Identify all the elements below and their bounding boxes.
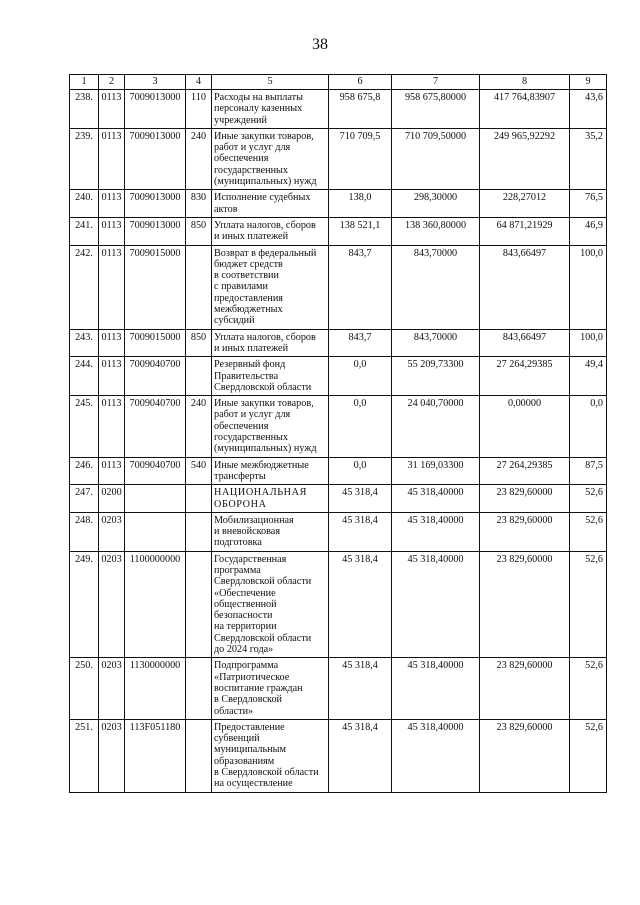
executed-amount: 843,66497: [480, 245, 570, 329]
approved-amount: 45 318,4: [329, 512, 392, 551]
item-name: [212, 457, 329, 485]
section-code: 0113: [99, 190, 125, 218]
target-code: 7009015000: [125, 245, 186, 329]
execution-percent: 52,6: [570, 512, 607, 551]
executed-amount: 417 764,83907: [480, 90, 570, 129]
target-code: 7009013000: [125, 128, 186, 189]
item-name-line: персоналу казенных: [214, 103, 303, 115]
executed-amount: 23 829,60000: [480, 551, 570, 658]
col-header: 4: [186, 75, 212, 90]
execution-percent: 52,6: [570, 485, 607, 513]
section-code: 0203: [99, 719, 125, 792]
item-name-line: Иные закупки товаров,: [214, 398, 314, 410]
table-row: [70, 217, 607, 245]
expense-kind-code: [186, 512, 212, 551]
item-name-line: государственных: [214, 164, 288, 176]
item-name-line: Иные межбюджетные: [214, 459, 309, 471]
item-name-line: межбюджетных: [214, 304, 283, 316]
item-name-line: «Патриотическое: [214, 671, 290, 683]
table-row: [70, 190, 607, 218]
item-name-line: Мобилизационная: [214, 514, 294, 526]
item-name-line: подготовка: [214, 537, 262, 549]
refined-amount: 710 709,50000: [392, 128, 480, 189]
executed-amount: 23 829,60000: [480, 512, 570, 551]
item-name: [212, 512, 329, 551]
approved-amount: 45 318,4: [329, 658, 392, 719]
executed-amount: 64 871,21929: [480, 217, 570, 245]
approved-amount: 958 675,8: [329, 90, 392, 129]
col-header: 3: [125, 75, 186, 90]
executed-amount: 27 264,29385: [480, 357, 570, 396]
row-number: 244.: [70, 357, 99, 396]
item-name-line: Предоставление: [214, 721, 285, 733]
expense-kind-code: [186, 485, 212, 513]
item-name-line: актов: [214, 203, 238, 215]
refined-amount: 55 209,73300: [392, 357, 480, 396]
item-name-line: Иные закупки товаров,: [214, 130, 314, 142]
execution-percent: 52,6: [570, 551, 607, 658]
item-name-line: трансферты: [214, 470, 266, 482]
expense-kind-code: 240: [186, 396, 212, 457]
item-name-line: Свердловской области: [214, 381, 312, 393]
item-name-line: Государственная: [214, 553, 287, 565]
item-name-line: и вневойсковая: [214, 526, 280, 538]
item-name-line: Подпрограмма: [214, 660, 279, 672]
item-name-line: Уплата налогов, сборов: [214, 331, 316, 343]
row-number: 251.: [70, 719, 99, 792]
item-name-line: Резервный фонд: [214, 359, 286, 371]
row-number: 242.: [70, 245, 99, 329]
execution-percent: 35,2: [570, 128, 607, 189]
execution-percent: 52,6: [570, 658, 607, 719]
section-code: 0113: [99, 217, 125, 245]
item-name-line: Исполнение судебных: [214, 192, 311, 204]
item-name-line: ОБОРОНА: [214, 498, 267, 510]
item-name: [212, 658, 329, 719]
execution-percent: 87,5: [570, 457, 607, 485]
approved-amount: 138,0: [329, 190, 392, 218]
refined-amount: 45 318,40000: [392, 485, 480, 513]
approved-amount: 45 318,4: [329, 551, 392, 658]
table-row: [70, 329, 607, 357]
execution-percent: 43,6: [570, 90, 607, 129]
row-number: 239.: [70, 128, 99, 189]
item-name-line: предоставления: [214, 292, 283, 304]
item-name-line: Правительства: [214, 370, 279, 382]
executed-amount: 23 829,60000: [480, 719, 570, 792]
target-code: 7009040700: [125, 457, 186, 485]
item-name-line: программа: [214, 564, 261, 576]
row-number: 250.: [70, 658, 99, 719]
approved-amount: 843,7: [329, 245, 392, 329]
table-row: [70, 128, 607, 189]
expense-kind-code: 830: [186, 190, 212, 218]
page-number: 38: [312, 36, 328, 53]
col-header: 8: [480, 75, 570, 90]
item-name-line: безопасности: [214, 610, 273, 622]
approved-amount: 45 318,4: [329, 719, 392, 792]
col-header: 5: [212, 75, 329, 90]
col-header: 9: [570, 75, 607, 90]
section-code: 0113: [99, 329, 125, 357]
item-name: [212, 551, 329, 658]
executed-amount: 23 829,60000: [480, 485, 570, 513]
item-name: [212, 329, 329, 357]
col-header: 1: [70, 75, 99, 90]
approved-amount: 0,0: [329, 396, 392, 457]
expense-kind-code: [186, 551, 212, 658]
item-name-line: «Обеспечение: [214, 587, 276, 599]
execution-percent: 76,5: [570, 190, 607, 218]
section-code: 0203: [99, 512, 125, 551]
refined-amount: 958 675,80000: [392, 90, 480, 129]
expense-kind-code: 110: [186, 90, 212, 129]
execution-percent: 49,4: [570, 357, 607, 396]
item-name-line: НАЦИОНАЛЬНАЯ: [214, 487, 307, 499]
table-row: [70, 457, 607, 485]
executed-amount: 27 264,29385: [480, 457, 570, 485]
approved-amount: 0,0: [329, 457, 392, 485]
item-name: [212, 128, 329, 189]
item-name-line: и иных платежей: [214, 231, 289, 243]
item-name: [212, 245, 329, 329]
budget-table: [69, 74, 607, 793]
expense-kind-code: [186, 658, 212, 719]
execution-percent: 46,9: [570, 217, 607, 245]
item-name-line: и иных платежей: [214, 342, 289, 354]
item-name: [212, 485, 329, 513]
target-code: 7009013000: [125, 190, 186, 218]
execution-percent: 0,0: [570, 396, 607, 457]
executed-amount: 249 965,92292: [480, 128, 570, 189]
item-name-line: Уплата налогов, сборов: [214, 219, 316, 231]
refined-amount: 45 318,40000: [392, 551, 480, 658]
executed-amount: 843,66497: [480, 329, 570, 357]
item-name-line: бюджет средств: [214, 258, 283, 270]
refined-amount: 45 318,40000: [392, 658, 480, 719]
item-name-line: работ и услуг для: [214, 409, 291, 421]
section-code: 0203: [99, 658, 125, 719]
execution-percent: 100,0: [570, 329, 607, 357]
expense-kind-code: [186, 245, 212, 329]
item-name-line: Свердловской области: [214, 632, 312, 644]
table-row: [70, 719, 607, 792]
target-code: 7009040700: [125, 396, 186, 457]
item-name-line: общественной: [214, 598, 277, 610]
executed-amount: 23 829,60000: [480, 658, 570, 719]
refined-amount: 843,70000: [392, 329, 480, 357]
col-header: 7: [392, 75, 480, 90]
table-row: [70, 485, 607, 513]
item-name-line: Расходы на выплаты: [214, 92, 303, 103]
execution-percent: 52,6: [570, 719, 607, 792]
expense-kind-code: 850: [186, 217, 212, 245]
refined-amount: 45 318,40000: [392, 719, 480, 792]
table-row: [70, 658, 607, 719]
refined-amount: 298,30000: [392, 190, 480, 218]
item-name-line: муниципальным: [214, 744, 286, 756]
table-body: [70, 90, 607, 793]
expense-kind-code: 540: [186, 457, 212, 485]
row-number: 245.: [70, 396, 99, 457]
header-row: [70, 75, 607, 90]
item-name: [212, 90, 329, 129]
expense-kind-code: 240: [186, 128, 212, 189]
refined-amount: 843,70000: [392, 245, 480, 329]
col-header: 6: [329, 75, 392, 90]
refined-amount: 31 169,03300: [392, 457, 480, 485]
target-code: 1100000000: [125, 551, 186, 658]
target-code: 1130000000: [125, 658, 186, 719]
item-name-line: области»: [214, 705, 254, 717]
item-name-line: с правилами: [214, 281, 268, 293]
item-name-line: работ и услуг для: [214, 142, 291, 154]
approved-amount: 45 318,4: [329, 485, 392, 513]
target-code: 7009040700: [125, 357, 186, 396]
item-name-line: (муниципальных) нужд: [214, 176, 317, 188]
col-header: 2: [99, 75, 125, 90]
execution-percent: 100,0: [570, 245, 607, 329]
row-number: 246.: [70, 457, 99, 485]
item-name-line: субвенций: [214, 733, 260, 745]
row-number: 249.: [70, 551, 99, 658]
executed-amount: 0,00000: [480, 396, 570, 457]
table-row: [70, 512, 607, 551]
section-code: 0200: [99, 485, 125, 513]
approved-amount: 0,0: [329, 357, 392, 396]
row-number: 241.: [70, 217, 99, 245]
approved-amount: 138 521,1: [329, 217, 392, 245]
target-code: 7009013000: [125, 90, 186, 129]
item-name-line: в соответствии: [214, 270, 279, 282]
target-code: 113F051180: [125, 719, 186, 792]
row-number: 247.: [70, 485, 99, 513]
section-code: 0113: [99, 396, 125, 457]
item-name-line: в Свердловской: [214, 694, 282, 706]
refined-amount: 24 040,70000: [392, 396, 480, 457]
item-name-line: государственных: [214, 432, 288, 444]
section-code: 0113: [99, 245, 125, 329]
item-name-line: в Свердловской области: [214, 767, 319, 779]
target-code: 7009013000: [125, 217, 186, 245]
item-name-line: на территории: [214, 621, 277, 633]
refined-amount: 45 318,40000: [392, 512, 480, 551]
item-name-line: Возврат в федеральный: [214, 247, 317, 259]
item-name: [212, 217, 329, 245]
item-name-line: до 2024 года»: [214, 644, 274, 656]
item-name-line: воспитание граждан: [214, 682, 303, 694]
item-name: [212, 396, 329, 457]
approved-amount: 843,7: [329, 329, 392, 357]
item-name-line: образованиям: [214, 755, 275, 767]
item-name-line: учреждений: [214, 114, 267, 126]
target-code: 7009015000: [125, 329, 186, 357]
item-name-line: (муниципальных) нужд: [214, 443, 317, 455]
item-name-line: обеспечения: [214, 420, 269, 432]
item-name-line: Свердловской области: [214, 576, 312, 588]
table-row: [70, 245, 607, 329]
executed-amount: 228,27012: [480, 190, 570, 218]
row-number: 248.: [70, 512, 99, 551]
row-number: 243.: [70, 329, 99, 357]
approved-amount: 710 709,5: [329, 128, 392, 189]
table-row: [70, 357, 607, 396]
expense-kind-code: [186, 719, 212, 792]
expense-kind-code: [186, 357, 212, 396]
row-number: 240.: [70, 190, 99, 218]
section-code: 0113: [99, 357, 125, 396]
target-code: [125, 485, 186, 513]
section-code: 0113: [99, 457, 125, 485]
row-number: 238.: [70, 90, 99, 129]
table-row: [70, 551, 607, 658]
item-name: [212, 357, 329, 396]
item-name-line: обеспечения: [214, 153, 269, 165]
section-code: 0113: [99, 128, 125, 189]
section-code: 0113: [99, 90, 125, 129]
expense-kind-code: 850: [186, 329, 212, 357]
target-code: [125, 512, 186, 551]
table-row: [70, 90, 607, 129]
item-name-line: на осуществление: [214, 778, 293, 790]
item-name: [212, 190, 329, 218]
table-row: [70, 396, 607, 457]
item-name-line: субсидий: [214, 315, 255, 327]
section-code: 0203: [99, 551, 125, 658]
item-name: [212, 719, 329, 792]
refined-amount: 138 360,80000: [392, 217, 480, 245]
